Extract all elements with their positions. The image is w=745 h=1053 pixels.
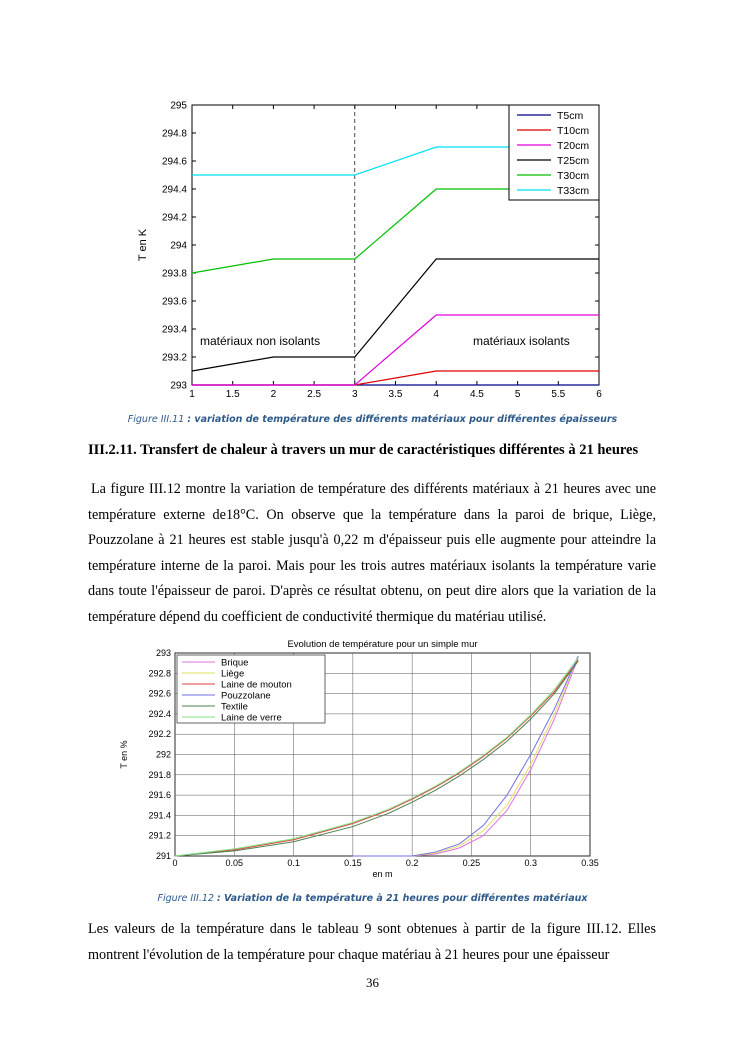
x-tick-label-0.35: 0.35	[581, 858, 599, 868]
figure-2-chart	[105, 636, 625, 881]
figure-2-caption	[0, 893, 745, 904]
x-tick-label-5.5: 5.5	[551, 389, 566, 400]
y-tick-label-294.8: 294.8	[161, 128, 187, 140]
figure-1-chart	[120, 95, 620, 405]
y-tick-label-293: 293	[170, 380, 187, 392]
x-tick-label-3.5: 3.5	[388, 389, 403, 400]
y-tick-label-291.4: 291.4	[148, 810, 171, 821]
x-tick-label-2.5: 2.5	[307, 389, 322, 400]
legend-label-Laine de verre: Laine de verre	[221, 712, 282, 724]
x-tick-label-0: 0	[172, 858, 178, 868]
legend-label-Textile: Textile	[221, 701, 248, 713]
legend-label-T33cm: T33cm	[557, 185, 590, 197]
annotation-isolants: matériaux isolants	[473, 334, 570, 348]
y-tick-label-292.2: 292.2	[148, 729, 171, 740]
x-tick-label-4: 4	[433, 389, 439, 400]
y-tick-label-291.2: 291.2	[148, 830, 171, 841]
x-axis-label: en m	[372, 869, 393, 879]
x-tick-label-1: 1	[189, 389, 195, 400]
x-tick-label-6: 6	[596, 389, 602, 400]
y-tick-label-291: 291	[155, 851, 171, 861]
closing-paragraph: Les valeurs de la température dans le tableau 9 sont obtenues à partir de la figure III.12. Elles montrent l'évolution de la température pour chaque matériau à 21 heures pour une épaisseur	[88, 921, 656, 963]
legend-label-T25cm: T25cm	[557, 155, 590, 167]
chart-title: Evolution de température pour un simple mur	[287, 639, 478, 650]
y-tick-label-294.2: 294.2	[161, 212, 187, 224]
figure-1-caption-text: : variation de température des différents matériaux pour différentes épaisseurs	[187, 414, 618, 425]
y-tick-label-292.8: 292.8	[148, 668, 171, 679]
y-axis-label: T en %	[119, 740, 129, 769]
legend-label-T30cm: T30cm	[557, 170, 590, 182]
y-tick-label-291.8: 291.8	[148, 769, 171, 780]
y-tick-label-292.6: 292.6	[148, 688, 171, 699]
x-tick-label-3: 3	[352, 389, 358, 400]
figure-1-caption-label: Figure III.11	[127, 414, 188, 425]
y-tick-label-294.4: 294.4	[161, 184, 187, 196]
x-tick-label-0.15: 0.15	[344, 858, 362, 868]
section-paragraph: La figure III.12 montre la variation de température des différents matériaux à 21 heures avec une température externe de18°C. On observe que la température dans la paroi de brique, Liège, Pouzzolane à 21 heures est stable jusqu'à 0,22 m d'épaisseur puis elle augmente pour atteindre la température interne de la paroi. Mais pour les trois autres matériaux isolants la température varie dans toute l'épaisseur de paroi. D'après ce résultat obtenu, on peut dire alors que la variation de la température dépend du coefficient de conductivité thermique du matériau utilisé.	[88, 481, 656, 625]
legend-label-T5cm: T5cm	[557, 110, 584, 122]
x-tick-label-2: 2	[270, 389, 277, 400]
figure-1-caption	[0, 414, 745, 425]
figure-2-caption-label: Figure III.12	[157, 893, 217, 904]
y-axis-label: T en K	[137, 228, 149, 262]
y-tick-label-292.4: 292.4	[148, 708, 171, 719]
legend-label-T20cm: T20cm	[557, 140, 590, 152]
annotation-non-isolants: matériaux non isolants	[200, 334, 321, 348]
legend-label-Brique: Brique	[221, 657, 249, 669]
y-tick-label-293.2: 293.2	[161, 352, 187, 364]
legend-label-T10cm: T10cm	[557, 125, 590, 137]
x-tick-label-4.5: 4.5	[469, 389, 484, 400]
x-tick-label-1.5: 1.5	[225, 389, 240, 400]
y-tick-label-293.6: 293.6	[161, 296, 187, 308]
x-tick-label-0.25: 0.25	[462, 858, 481, 868]
section-heading: III.2.11. Transfert de chaleur à travers un mur de caractéristiques différentes à 21 heures	[88, 442, 639, 458]
x-tick-label-0.05: 0.05	[225, 858, 244, 868]
y-tick-label-295: 295	[170, 100, 187, 112]
y-tick-label-293.4: 293.4	[161, 324, 187, 336]
y-tick-label-294.6: 294.6	[161, 156, 187, 168]
legend-label-Pouzzolane: Pouzzolane	[221, 690, 271, 702]
legend-label-Laine de mouton: Laine de mouton	[221, 679, 292, 691]
y-tick-label-293.8: 293.8	[161, 268, 187, 280]
x-tick-label-0.1: 0.1	[287, 858, 300, 868]
y-tick-label-291.6: 291.6	[148, 790, 171, 801]
legend-label-Liège: Liège	[221, 668, 245, 680]
y-tick-label-293: 293	[155, 648, 171, 658]
y-tick-label-292: 292	[155, 749, 171, 760]
x-tick-label-5: 5	[514, 389, 521, 400]
x-tick-label-0.2: 0.2	[405, 858, 419, 868]
page-number: 36	[366, 975, 379, 990]
figure-2-caption-text: : Variation de la température à 21 heures pour différentes matériaux	[216, 893, 588, 904]
y-tick-label-294: 294	[170, 240, 187, 252]
x-tick-label-0.3: 0.3	[524, 858, 537, 868]
